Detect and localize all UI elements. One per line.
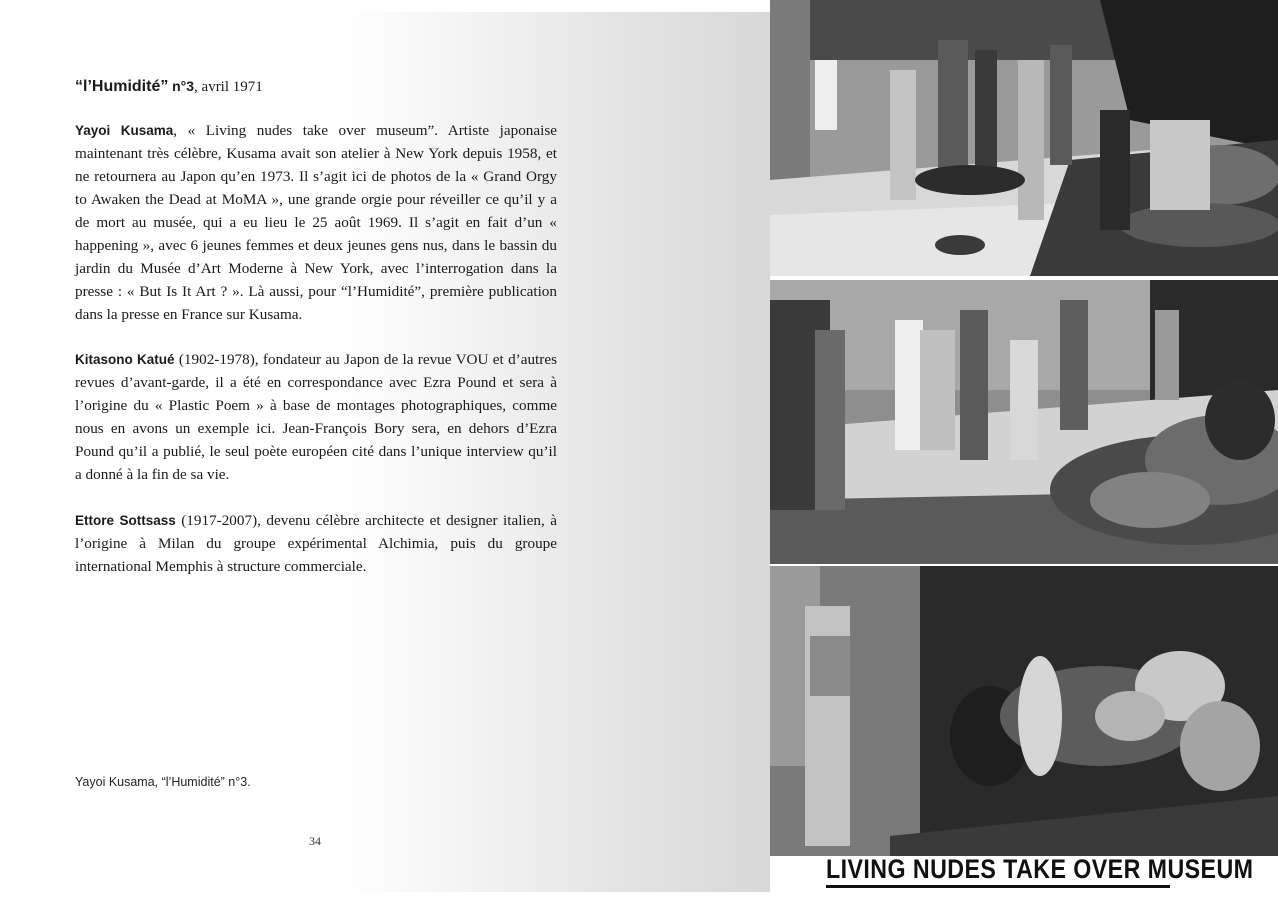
photo-middle <box>770 280 1278 564</box>
photo-top <box>770 0 1278 276</box>
person-name: Yayoi Kusama <box>75 123 174 138</box>
newspaper-clipping <box>770 0 1278 892</box>
figure-caption: Yayoi Kusama, “l’Humidité” n°3. <box>75 775 251 789</box>
issue-date: , avril 1971 <box>194 79 263 95</box>
paragraph-text: (1902-1978), fondateur au Japon de la revue VOU et d’autres revues d’avant-garde, il a été en correspondance avec Ezra Pound et sera à l’origine du « Plastic Poem » à base de montages photographiques, comme nous en avons un exemple ici. Jean-François Bory sera, en dehors d’Ezra Pound qu’il a publié, le seul poète européen cité dans l’unique interview qu’il a donné à la fin de sa vie. <box>75 351 557 483</box>
issue-number: n°3 <box>172 78 195 94</box>
paragraph-text: (1917-2007), devenu célèbre architecte et designer italien, à l’origine à Milan du groupe expérimental Alchimia, puis du groupe international Memphis à structure commerciale. <box>75 512 557 575</box>
clipping-headline: LIVING NUDES TAKE OVER MUSEUM <box>826 853 1170 888</box>
photo-bottom <box>770 566 1278 856</box>
article-heading <box>75 75 565 98</box>
person-name: Kitasono Katué <box>75 352 175 367</box>
paragraph-kusama <box>75 119 557 326</box>
journal-title: “l’Humidité” <box>75 78 169 95</box>
paragraph-sottsass <box>75 509 557 578</box>
person-name: Ettore Sottsass <box>75 513 176 528</box>
page-number: 34 <box>309 834 321 848</box>
paragraph-katue <box>75 348 557 486</box>
paragraph-text: , « Living nudes take over museum”. Artiste japonaise maintenant très célèbre, Kusama avait son atelier à New York depuis 1958, et ne retournera au Japon qu’en 1973. Il s’agit ici de photos de la « Grand Orgy to Awaken the Dead at MoMA », une grande orgie pour réveiller ce qu’il y a de mort au musée, qui a eu lieu le 25 août 1969. Il s’agit en fait d’un « happening », avec 6 jeunes femmes et deux jeunes gens nus, dans le bassin du jardin du Musée d’Art Moderne à New York, avec l’interrogation dans la presse : « But Is It Art ? ». Là aussi, pour “l’Humidité”, première publication dans la presse en France sur Kusama. <box>75 122 557 323</box>
